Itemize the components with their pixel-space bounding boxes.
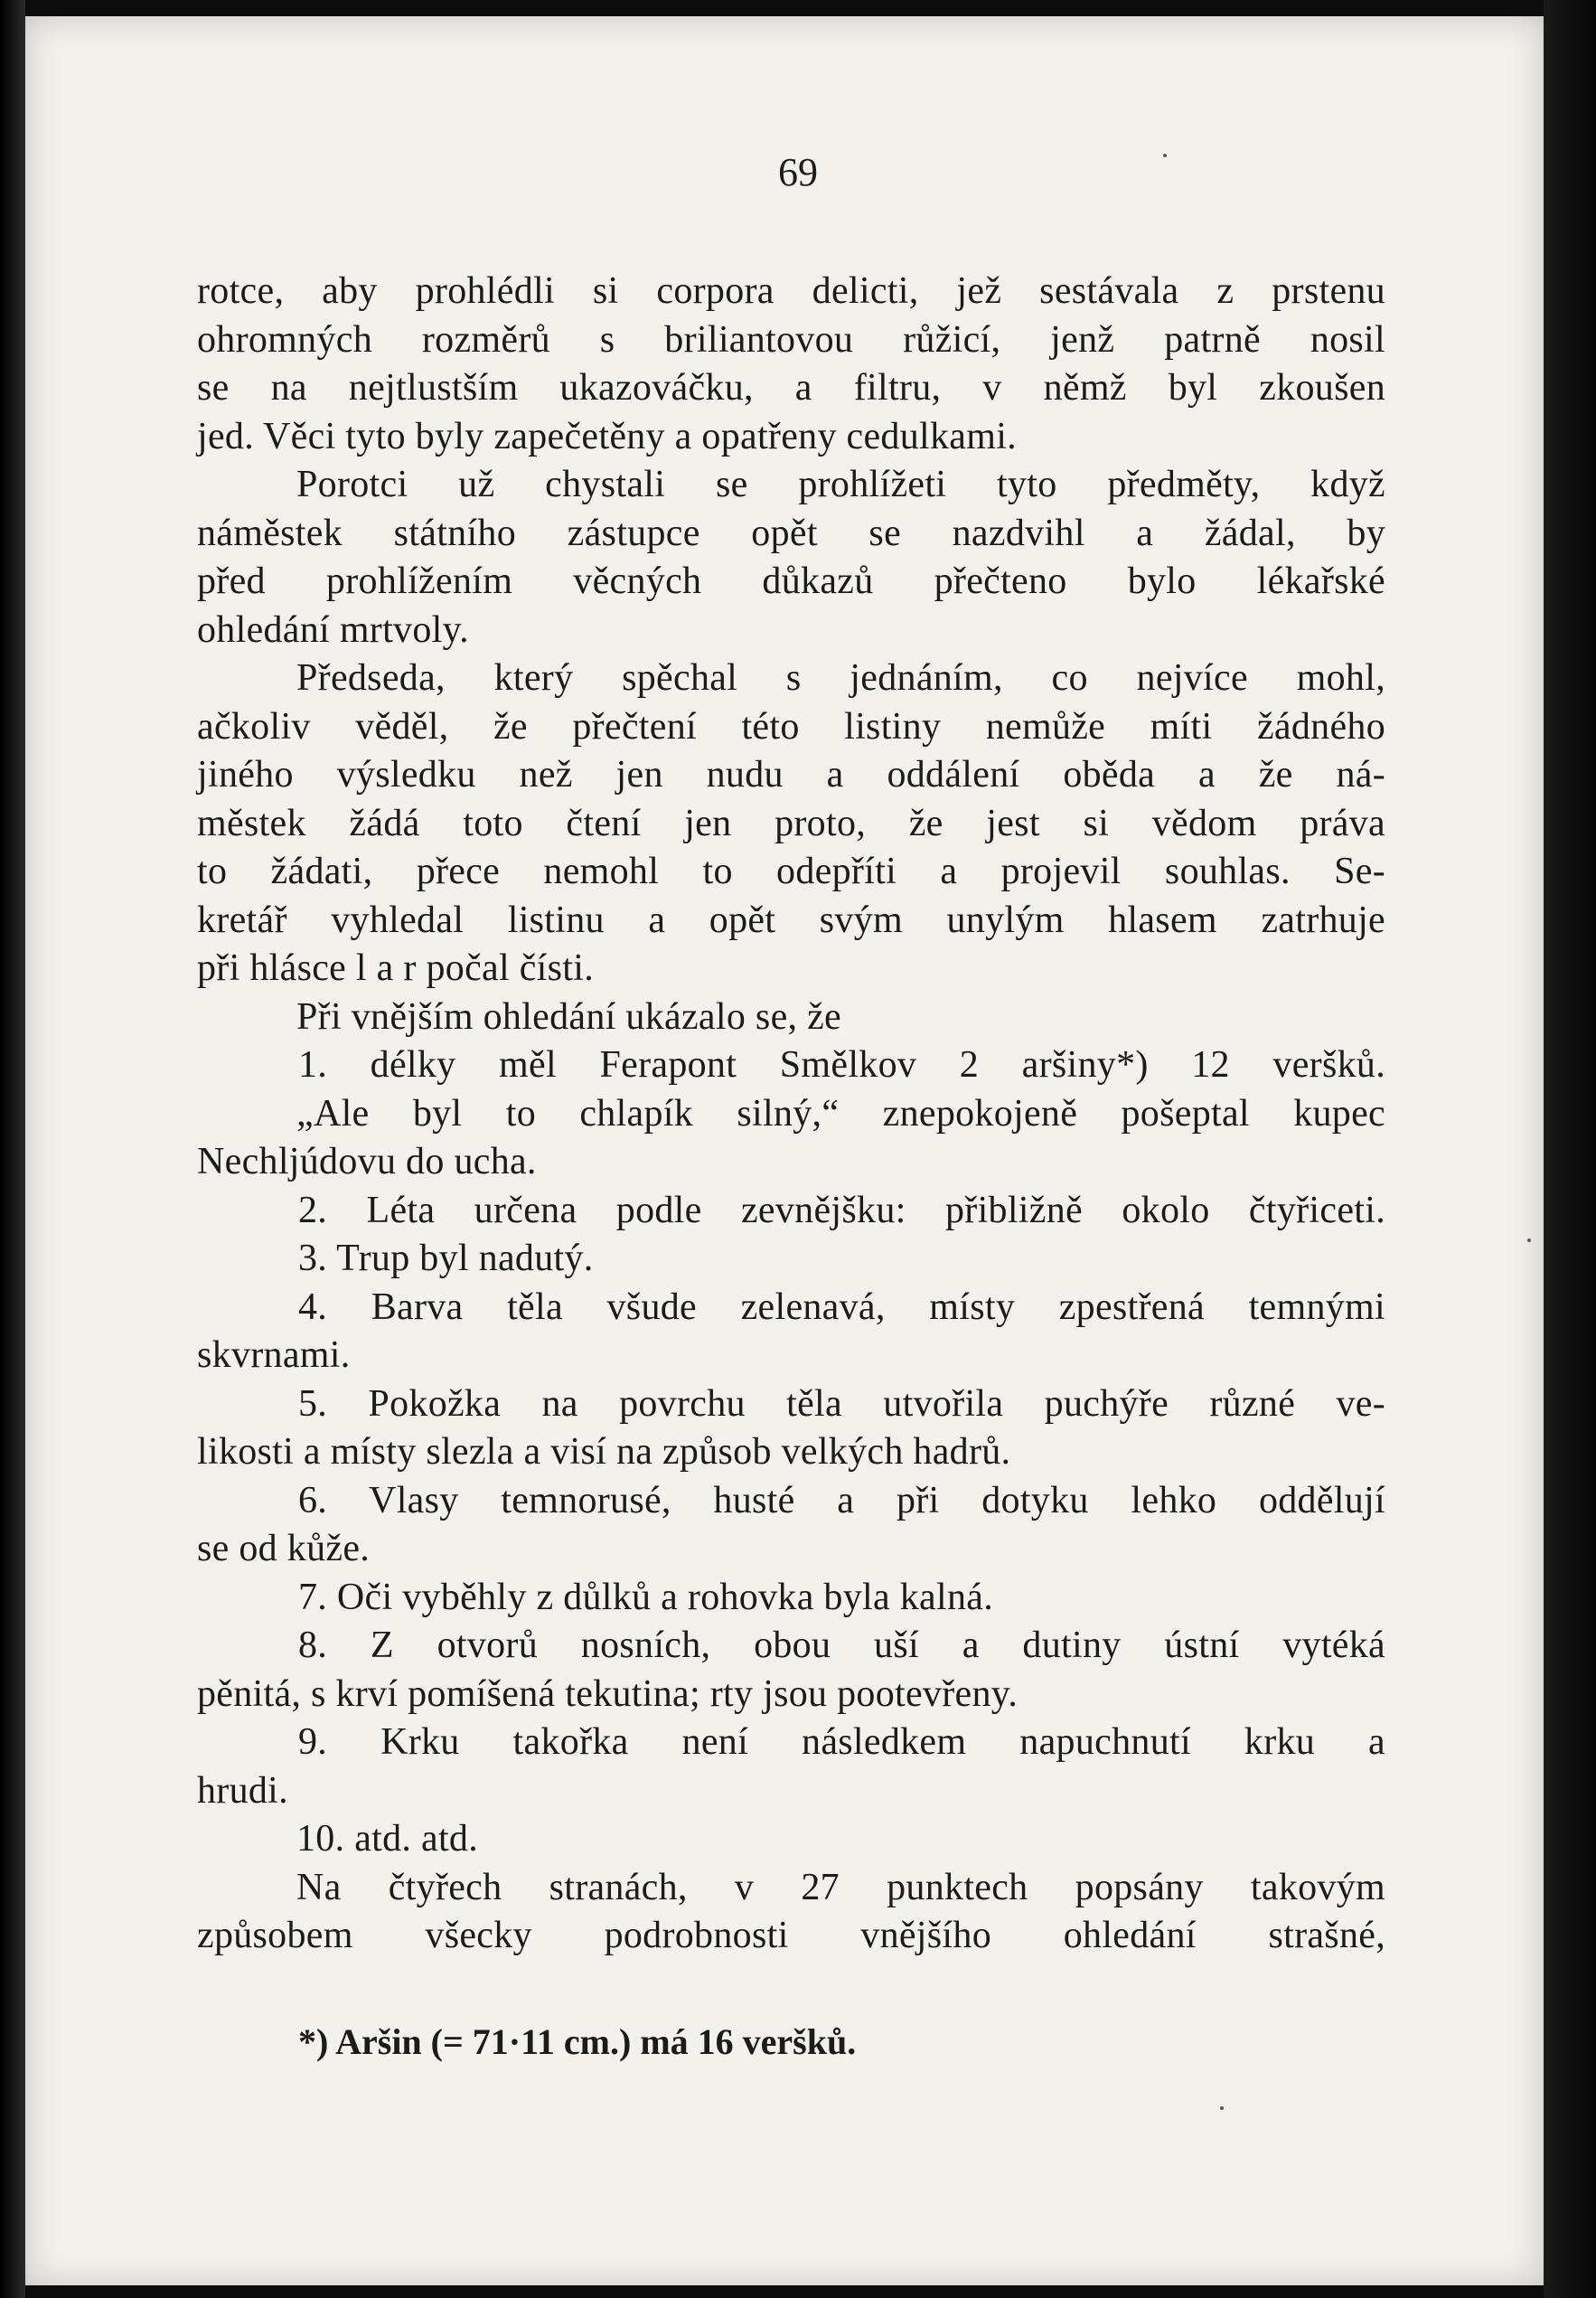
list-item: 6. Vlasy temnorusé, husté a při dotyku lehko oddělují <box>298 1479 1385 1521</box>
left-scan-edge <box>0 0 25 2298</box>
text-line: před prohlížením věcných důkazů přečteno bylo lékařské <box>197 560 1385 602</box>
list-item: 1. délky měl Ferapont Smělkov 2 aršiny*) 12 veršků. <box>298 1044 1385 1086</box>
text-line: ohromných rozměrů s briliantovou růžicí, jenž patrně nosil <box>197 318 1385 361</box>
text-line: jed. Věci tyto byly zapečetěny a opatřeny cedulkami. <box>197 415 1017 457</box>
text-line: pěnitá, s krví pomíšená tekutina; rty jsou pootevřeny. <box>197 1672 1019 1715</box>
text-line: se od kůže. <box>197 1528 371 1569</box>
text-line: „Ale byl to chlapík silný,“ znepokojeně pošeptal kupec <box>296 1092 1385 1135</box>
text-line: rotce, aby prohlédli si corpora delicti, jež sestávala z prstenu <box>197 270 1385 312</box>
text-line: to žádati, přece nemohl to odepříti a projevil souhlas. Se- <box>197 851 1385 892</box>
page-number: 69 <box>778 150 818 194</box>
scan-speck <box>1220 2106 1224 2110</box>
list-item: 7. Oči vyběhly z důlků a rohovka byla kalná. <box>298 1576 993 1618</box>
text-line: Nechljúdovu do ucha. <box>197 1141 537 1182</box>
list-item: 2. Léta určena podle zevnějšku: přibližně okolo čtyřiceti. <box>298 1189 1385 1231</box>
text-line: při hlásce l a r počal čísti. <box>197 947 595 989</box>
list-item: 4. Barva těla všude zelenavá, místy zpestřená temnými <box>298 1286 1385 1328</box>
text-line: Při vnějším ohledání ukázalo se, že <box>296 995 841 1038</box>
text-line: způsobem všecky podrobnosti vnějšího ohledání strašné, <box>197 1915 1385 1956</box>
list-item: 10. atd. atd. <box>296 1818 479 1860</box>
text-line: Porotci už chystali se prohlížeti tyto předměty, když <box>296 464 1385 505</box>
text-line: likosti a místy slezla a visí na způsob velkých hadrů. <box>197 1431 1011 1473</box>
list-item: 3. Trup byl nadutý. <box>298 1238 594 1279</box>
text-line: městek žádá toto čtení jen proto, že jest si vědom práva <box>197 802 1385 844</box>
scan-speck <box>1527 1238 1531 1242</box>
list-item: 8. Z otvorů nosních, obou uší a dutiny ústní vytéká <box>298 1625 1385 1666</box>
right-scan-edge <box>1544 0 1596 2298</box>
text-line: ohledání mrtvoly. <box>197 608 469 651</box>
text-line: hrudi. <box>197 1769 288 1812</box>
text-line: se na nejtlustším ukazováčku, a filtru, v němž byl zkoušen <box>197 367 1385 409</box>
text-line: ačkoliv věděl, že přečtení této listiny nemůže míti žádného <box>197 705 1385 748</box>
list-item: 9. Krku takořka není následkem napuchnutí krku a <box>298 1721 1385 1763</box>
text-line: jiného výsledku než jen nudu a oddálení oběda a že ná- <box>197 754 1385 796</box>
text-line: skvrnami. <box>197 1334 351 1376</box>
list-item: 5. Pokožka na povrchu těla utvořila puchýře různé ve- <box>298 1382 1385 1425</box>
text-line: kretář vyhledal listinu a opět svým unylým hlasem zatrhuje <box>197 899 1385 941</box>
text-line: Předseda, který spěchal s jednáním, co nejvíce mohl, <box>296 657 1385 699</box>
body-text <box>197 268 1385 1961</box>
text-line: Na čtyřech stranách, v 27 punktech popsány takovým <box>296 1866 1385 1908</box>
footnote: *) Aršin (= 71·11 cm.) má 16 veršků. <box>298 2021 857 2062</box>
text-line: náměstek státního zástupce opět se nazdvihl a žádal, by <box>197 512 1385 554</box>
